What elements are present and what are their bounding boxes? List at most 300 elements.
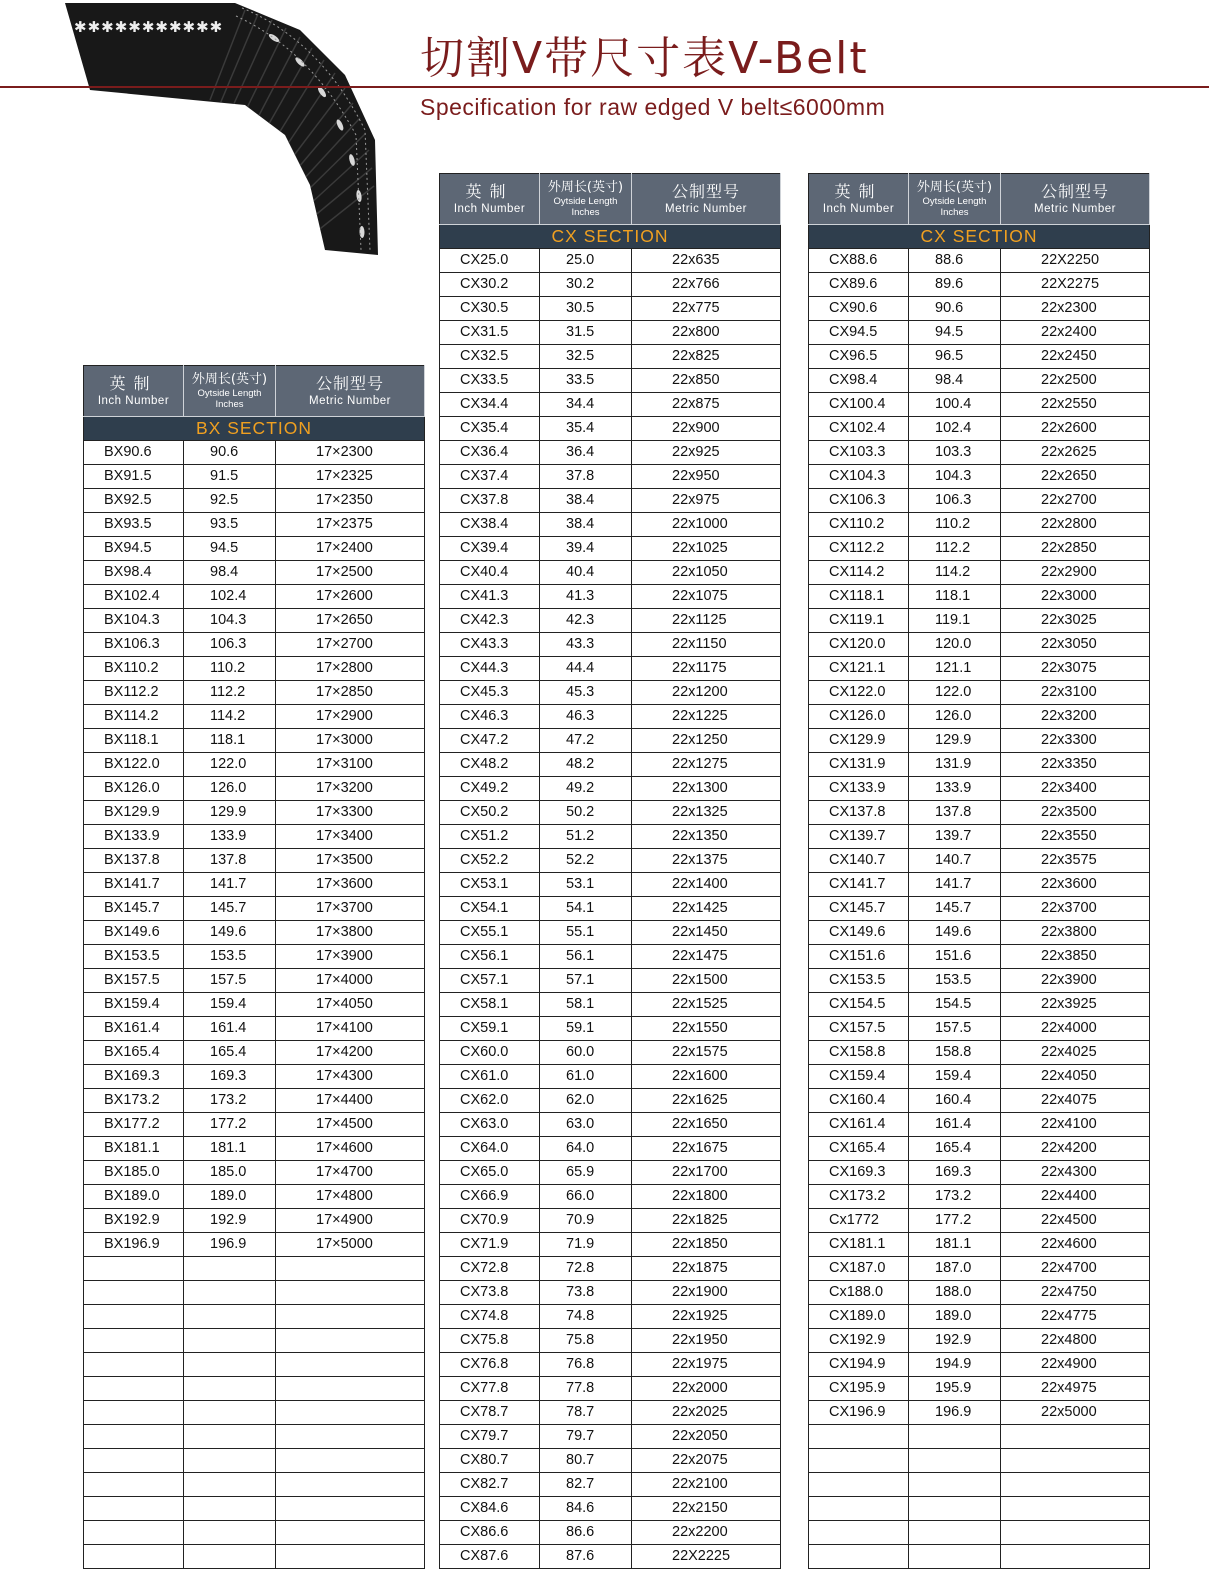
table-row xyxy=(809,1185,1150,1209)
outside-length-cell: 169.3 xyxy=(184,1065,276,1089)
table-row xyxy=(440,1497,781,1521)
outside-length-cell: 106.3 xyxy=(184,633,276,657)
table-row xyxy=(440,1545,781,1569)
header-metric-en: Metric Number xyxy=(1034,203,1116,215)
table-row xyxy=(84,633,425,657)
inch-number-cell: CX137.8 xyxy=(809,801,909,825)
inch-number-cell: CX38.4 xyxy=(440,513,540,537)
table-row xyxy=(84,777,425,801)
metric-number-cell: 22x1650 xyxy=(632,1113,781,1137)
empty-row xyxy=(84,1473,425,1497)
inch-number-cell: BX94.5 xyxy=(84,537,184,561)
metric-number-cell: 22x2050 xyxy=(632,1425,781,1449)
empty-row xyxy=(84,1449,425,1473)
outside-length-cell: 196.9 xyxy=(184,1233,276,1257)
outside-length-cell: 46.3 xyxy=(540,705,632,729)
outside-length-cell: 149.6 xyxy=(184,921,276,945)
outside-length-cell: 55.1 xyxy=(540,921,632,945)
table-row xyxy=(809,753,1150,777)
table-row xyxy=(440,1305,781,1329)
inch-number-cell: CX140.7 xyxy=(809,849,909,873)
inch-number-cell: CX90.6 xyxy=(809,297,909,321)
inch-number-cell: CX30.5 xyxy=(440,297,540,321)
empty-row xyxy=(809,1473,1150,1497)
header-length-en2: Inches xyxy=(215,399,244,410)
header-length-cn: 外周长(英寸) xyxy=(916,180,993,195)
outside-length-cell: 36.4 xyxy=(540,441,632,465)
outside-length-cell: 189.0 xyxy=(184,1185,276,1209)
metric-number-cell: 17×3700 xyxy=(276,897,425,921)
inch-number-cell: CX157.5 xyxy=(809,1017,909,1041)
outside-length-cell: 51.2 xyxy=(540,825,632,849)
header-inch-cn: 英制 xyxy=(834,182,883,201)
metric-number-cell: 22x1225 xyxy=(632,705,781,729)
header-metric xyxy=(276,366,425,417)
empty-cell xyxy=(809,1521,909,1545)
outside-length-cell: 42.3 xyxy=(540,609,632,633)
inch-number-cell: BX104.3 xyxy=(84,609,184,633)
outside-length-cell: 34.4 xyxy=(540,393,632,417)
table-row xyxy=(809,1329,1150,1353)
table-row xyxy=(84,681,425,705)
empty-cell xyxy=(1001,1425,1150,1449)
inch-number-cell: CX50.2 xyxy=(440,801,540,825)
outside-length-cell: 53.1 xyxy=(540,873,632,897)
outside-length-cell: 120.0 xyxy=(909,633,1001,657)
metric-number-cell: 22x2600 xyxy=(1001,417,1150,441)
metric-number-cell: 17×4500 xyxy=(276,1113,425,1137)
empty-cell xyxy=(276,1545,425,1569)
inch-number-cell: CX54.1 xyxy=(440,897,540,921)
inch-number-cell: CX112.2 xyxy=(809,537,909,561)
inch-number-cell: CX74.8 xyxy=(440,1305,540,1329)
table-row xyxy=(440,945,781,969)
table-row xyxy=(84,873,425,897)
table-row xyxy=(440,513,781,537)
table-row xyxy=(440,297,781,321)
inch-number-cell: CX79.7 xyxy=(440,1425,540,1449)
outside-length-cell: 110.2 xyxy=(909,513,1001,537)
inch-number-cell: CX37.8 xyxy=(440,489,540,513)
header-length-en2: Inches xyxy=(571,207,600,218)
table-row xyxy=(809,1113,1150,1137)
table-row xyxy=(440,921,781,945)
outside-length-cell: 62.0 xyxy=(540,1089,632,1113)
outside-length-cell: 173.2 xyxy=(184,1089,276,1113)
empty-row xyxy=(809,1497,1150,1521)
inch-number-cell: CX161.4 xyxy=(809,1113,909,1137)
table-row xyxy=(809,1257,1150,1281)
outside-length-cell: 189.0 xyxy=(909,1305,1001,1329)
metric-number-cell: 22x3900 xyxy=(1001,969,1150,993)
outside-length-cell: 31.5 xyxy=(540,321,632,345)
inch-number-cell: CX121.1 xyxy=(809,657,909,681)
metric-number-cell: 22x1175 xyxy=(632,657,781,681)
metric-number-cell: 22x1825 xyxy=(632,1209,781,1233)
outside-length-cell: 50.2 xyxy=(540,801,632,825)
inch-number-cell: CX47.2 xyxy=(440,729,540,753)
outside-length-cell: 114.2 xyxy=(909,561,1001,585)
inch-number-cell: CX65.0 xyxy=(440,1161,540,1185)
inch-number-cell: CX187.0 xyxy=(809,1257,909,1281)
table-row xyxy=(809,393,1150,417)
outside-length-cell: 194.9 xyxy=(909,1353,1001,1377)
inch-number-cell: CX196.9 xyxy=(809,1401,909,1425)
inch-number-cell: CX189.0 xyxy=(809,1305,909,1329)
table-row xyxy=(809,297,1150,321)
metric-number-cell: 22x4300 xyxy=(1001,1161,1150,1185)
empty-cell xyxy=(184,1281,276,1305)
inch-number-cell: CX119.1 xyxy=(809,609,909,633)
outside-length-cell: 165.4 xyxy=(184,1041,276,1065)
metric-number-cell: 22x1075 xyxy=(632,585,781,609)
table-row xyxy=(809,249,1150,273)
metric-number-cell: 22x1550 xyxy=(632,1017,781,1041)
metric-number-cell: 22x4400 xyxy=(1001,1185,1150,1209)
table-row xyxy=(440,1041,781,1065)
outside-length-cell: 64.0 xyxy=(540,1137,632,1161)
inch-number-cell: CX145.7 xyxy=(809,897,909,921)
outside-length-cell: 106.3 xyxy=(909,489,1001,513)
metric-number-cell: 22x766 xyxy=(632,273,781,297)
table-row xyxy=(84,1065,425,1089)
inch-number-cell: CX30.2 xyxy=(440,273,540,297)
outside-length-cell: 84.6 xyxy=(540,1497,632,1521)
metric-number-cell: 22x1900 xyxy=(632,1281,781,1305)
cx-section-table-2 xyxy=(808,173,1150,1569)
inch-number-cell: CX110.2 xyxy=(809,513,909,537)
outside-length-cell: 48.2 xyxy=(540,753,632,777)
empty-cell xyxy=(184,1545,276,1569)
page-subtitle: Specification for raw edged V belt≤6000mm xyxy=(420,94,886,120)
metric-number-cell: 17×3800 xyxy=(276,921,425,945)
outside-length-cell: 165.4 xyxy=(909,1137,1001,1161)
table-row xyxy=(809,825,1150,849)
header-length-en1: Oytside Length xyxy=(197,388,262,399)
table-row xyxy=(84,921,425,945)
inch-number-cell: CX98.4 xyxy=(809,369,909,393)
table-row xyxy=(84,489,425,513)
header-inch xyxy=(84,366,184,417)
empty-cell xyxy=(184,1353,276,1377)
empty-cell xyxy=(276,1425,425,1449)
inch-number-cell: CX100.4 xyxy=(809,393,909,417)
inch-number-cell: CX76.8 xyxy=(440,1353,540,1377)
outside-length-cell: 159.4 xyxy=(184,993,276,1017)
outside-length-cell: 177.2 xyxy=(184,1113,276,1137)
outside-length-cell: 129.9 xyxy=(184,801,276,825)
table-row xyxy=(809,993,1150,1017)
inch-number-cell: CX31.5 xyxy=(440,321,540,345)
outside-length-cell: 195.9 xyxy=(909,1377,1001,1401)
header-inch xyxy=(440,174,540,225)
table-row xyxy=(440,729,781,753)
inch-number-cell: BX169.3 xyxy=(84,1065,184,1089)
metric-number-cell: 22x5000 xyxy=(1001,1401,1150,1425)
inch-number-cell: BX112.2 xyxy=(84,681,184,705)
metric-number-cell: 17×3100 xyxy=(276,753,425,777)
outside-length-cell: 66.0 xyxy=(540,1185,632,1209)
metric-number-cell: 17×3500 xyxy=(276,849,425,873)
inch-number-cell: CX41.3 xyxy=(440,585,540,609)
outside-length-cell: 137.8 xyxy=(909,801,1001,825)
outside-length-cell: 58.1 xyxy=(540,993,632,1017)
outside-length-cell: 153.5 xyxy=(909,969,1001,993)
inch-number-cell: CX61.0 xyxy=(440,1065,540,1089)
outside-length-cell: 133.9 xyxy=(184,825,276,849)
outside-length-cell: 38.4 xyxy=(540,489,632,513)
metric-number-cell: 22x4750 xyxy=(1001,1281,1150,1305)
inch-number-cell: CX151.6 xyxy=(809,945,909,969)
outside-length-cell: 90.6 xyxy=(909,297,1001,321)
outside-length-cell: 38.4 xyxy=(540,513,632,537)
empty-cell xyxy=(276,1377,425,1401)
table-row xyxy=(440,1185,781,1209)
table-row xyxy=(84,1209,425,1233)
empty-cell xyxy=(1001,1449,1150,1473)
metric-number-cell: 22x2100 xyxy=(632,1473,781,1497)
outside-length-cell: 98.4 xyxy=(909,369,1001,393)
metric-number-cell: 22x2850 xyxy=(1001,537,1150,561)
table-row xyxy=(809,345,1150,369)
inch-number-cell: CX104.3 xyxy=(809,465,909,489)
metric-number-cell: 22x1400 xyxy=(632,873,781,897)
inch-number-cell: BX91.5 xyxy=(84,465,184,489)
empty-row xyxy=(84,1353,425,1377)
empty-cell xyxy=(84,1353,184,1377)
outside-length-cell: 88.6 xyxy=(909,249,1001,273)
outside-length-cell: 154.5 xyxy=(909,993,1001,1017)
metric-number-cell: 22x4500 xyxy=(1001,1209,1150,1233)
header-length-en1: Oytside Length xyxy=(553,196,618,207)
metric-number-cell: 22x3300 xyxy=(1001,729,1150,753)
inch-number-cell: BX137.8 xyxy=(84,849,184,873)
metric-number-cell: 22x1850 xyxy=(632,1233,781,1257)
metric-number-cell: 22x4775 xyxy=(1001,1305,1150,1329)
empty-cell xyxy=(909,1545,1001,1569)
table-row xyxy=(84,513,425,537)
outside-length-cell: 73.8 xyxy=(540,1281,632,1305)
inch-number-cell: BX118.1 xyxy=(84,729,184,753)
outside-length-cell: 149.6 xyxy=(909,921,1001,945)
table-row xyxy=(440,1281,781,1305)
empty-cell xyxy=(184,1257,276,1281)
empty-cell xyxy=(809,1449,909,1473)
inch-number-cell: BX129.9 xyxy=(84,801,184,825)
empty-cell xyxy=(84,1449,184,1473)
outside-length-cell: 76.8 xyxy=(540,1353,632,1377)
table-row xyxy=(809,513,1150,537)
inch-number-cell: CX70.9 xyxy=(440,1209,540,1233)
table-row xyxy=(440,1449,781,1473)
table-row xyxy=(84,657,425,681)
inch-number-cell: BX173.2 xyxy=(84,1089,184,1113)
outside-length-cell: 169.3 xyxy=(909,1161,1001,1185)
inch-number-cell: CX33.5 xyxy=(440,369,540,393)
table-row xyxy=(440,1473,781,1497)
outside-length-cell: 33.5 xyxy=(540,369,632,393)
header-length xyxy=(184,366,276,417)
metric-number-cell: 22x3700 xyxy=(1001,897,1150,921)
header-inch-cn: 英制 xyxy=(109,374,158,393)
outside-length-cell: 87.6 xyxy=(540,1545,632,1569)
outside-length-cell: 126.0 xyxy=(184,777,276,801)
metric-number-cell: 22x1575 xyxy=(632,1041,781,1065)
outside-length-cell: 80.7 xyxy=(540,1449,632,1473)
table-row xyxy=(809,849,1150,873)
empty-cell xyxy=(276,1497,425,1521)
table-row xyxy=(440,993,781,1017)
table-row xyxy=(809,1137,1150,1161)
table-row xyxy=(440,441,781,465)
metric-number-cell: 22x2150 xyxy=(632,1497,781,1521)
empty-cell xyxy=(84,1329,184,1353)
inch-number-cell: BX145.7 xyxy=(84,897,184,921)
inch-number-cell: CX129.9 xyxy=(809,729,909,753)
empty-cell xyxy=(909,1449,1001,1473)
inch-number-cell: CX149.6 xyxy=(809,921,909,945)
table-row xyxy=(440,849,781,873)
page-title: 切割V带尺寸表V-Belt xyxy=(420,33,869,84)
inch-number-cell: CX192.9 xyxy=(809,1329,909,1353)
outside-length-cell: 98.4 xyxy=(184,561,276,585)
table-row xyxy=(809,1017,1150,1041)
table-row xyxy=(84,969,425,993)
table-row xyxy=(440,825,781,849)
outside-length-cell: 126.0 xyxy=(909,705,1001,729)
bx-section-table xyxy=(83,365,425,1569)
outside-length-cell: 75.8 xyxy=(540,1329,632,1353)
metric-number-cell: 22x925 xyxy=(632,441,781,465)
empty-cell xyxy=(184,1521,276,1545)
metric-number-cell: 22x3100 xyxy=(1001,681,1150,705)
metric-number-cell: 22x875 xyxy=(632,393,781,417)
empty-cell xyxy=(84,1305,184,1329)
section-title: CX SECTION xyxy=(809,225,1150,249)
table-row xyxy=(809,1401,1150,1425)
table-row xyxy=(809,1281,1150,1305)
table-row xyxy=(809,801,1150,825)
inch-number-cell: CX36.4 xyxy=(440,441,540,465)
empty-cell xyxy=(909,1425,1001,1449)
section-row xyxy=(84,417,425,441)
metric-number-cell: 22x4025 xyxy=(1001,1041,1150,1065)
inch-number-cell: Cx188.0 xyxy=(809,1281,909,1305)
metric-number-cell: 17×2375 xyxy=(276,513,425,537)
table-row xyxy=(440,489,781,513)
metric-number-cell: 22x1425 xyxy=(632,897,781,921)
inch-number-cell: CX58.1 xyxy=(440,993,540,1017)
metric-number-cell: 22x4700 xyxy=(1001,1257,1150,1281)
inch-number-cell: CX46.3 xyxy=(440,705,540,729)
inch-number-cell: BX90.6 xyxy=(84,441,184,465)
metric-number-cell: 22x3550 xyxy=(1001,825,1150,849)
table-row xyxy=(440,321,781,345)
outside-length-cell: 153.5 xyxy=(184,945,276,969)
inch-number-cell: CX84.6 xyxy=(440,1497,540,1521)
table-row xyxy=(440,1425,781,1449)
inch-number-cell: CX62.0 xyxy=(440,1089,540,1113)
empty-cell xyxy=(84,1473,184,1497)
metric-number-cell: 22x3500 xyxy=(1001,801,1150,825)
empty-cell xyxy=(184,1449,276,1473)
inch-number-cell: CX32.5 xyxy=(440,345,540,369)
metric-number-cell: 22x2900 xyxy=(1001,561,1150,585)
metric-number-cell: 22x1375 xyxy=(632,849,781,873)
metric-number-cell: 17×4050 xyxy=(276,993,425,1017)
outside-length-cell: 161.4 xyxy=(909,1113,1001,1137)
outside-length-cell: 54.1 xyxy=(540,897,632,921)
inch-number-cell: CX53.1 xyxy=(440,873,540,897)
table-row xyxy=(84,537,425,561)
metric-number-cell: 22X2250 xyxy=(1001,249,1150,273)
table-row xyxy=(84,609,425,633)
outside-length-cell: 49.2 xyxy=(540,777,632,801)
header-length xyxy=(540,174,632,225)
inch-number-cell: CX34.4 xyxy=(440,393,540,417)
table-row xyxy=(84,825,425,849)
empty-cell xyxy=(184,1401,276,1425)
metric-number-cell: 22x1450 xyxy=(632,921,781,945)
inch-number-cell: CX88.6 xyxy=(809,249,909,273)
metric-number-cell: 17×2325 xyxy=(276,465,425,489)
outside-length-cell: 188.0 xyxy=(909,1281,1001,1305)
empty-cell xyxy=(809,1425,909,1449)
metric-number-cell: 22x1500 xyxy=(632,969,781,993)
table-row xyxy=(84,1017,425,1041)
inch-number-cell: CX71.9 xyxy=(440,1233,540,1257)
metric-number-cell: 22x4100 xyxy=(1001,1113,1150,1137)
table-row xyxy=(84,705,425,729)
inch-number-cell: CX159.4 xyxy=(809,1065,909,1089)
inch-number-cell: CX44.3 xyxy=(440,657,540,681)
inch-number-cell: CX51.2 xyxy=(440,825,540,849)
table-row xyxy=(84,993,425,1017)
table-row xyxy=(440,873,781,897)
empty-row xyxy=(84,1497,425,1521)
empty-row xyxy=(84,1521,425,1545)
outside-length-cell: 145.7 xyxy=(184,897,276,921)
outside-length-cell: 25.0 xyxy=(540,249,632,273)
table-row xyxy=(809,417,1150,441)
outside-length-cell: 77.8 xyxy=(540,1377,632,1401)
outside-length-cell: 94.5 xyxy=(184,537,276,561)
empty-cell xyxy=(1001,1545,1150,1569)
inch-number-cell: BX159.4 xyxy=(84,993,184,1017)
outside-length-cell: 110.2 xyxy=(184,657,276,681)
header-length-en1: Oytside Length xyxy=(922,196,987,207)
empty-cell xyxy=(184,1425,276,1449)
table-row xyxy=(809,897,1150,921)
outside-length-cell: 160.4 xyxy=(909,1089,1001,1113)
inch-number-cell: CX64.0 xyxy=(440,1137,540,1161)
table-row xyxy=(440,1209,781,1233)
table-row xyxy=(809,873,1150,897)
inch-number-cell: CX158.8 xyxy=(809,1041,909,1065)
empty-row xyxy=(84,1401,425,1425)
metric-number-cell: 22x2800 xyxy=(1001,513,1150,537)
metric-number-cell: 17×2400 xyxy=(276,537,425,561)
inch-number-cell: BX177.2 xyxy=(84,1113,184,1137)
empty-cell xyxy=(809,1545,909,1569)
table-row xyxy=(84,1113,425,1137)
metric-number-cell: 22x3050 xyxy=(1001,633,1150,657)
inch-number-cell: BX126.0 xyxy=(84,777,184,801)
inch-number-cell: Cx1772 xyxy=(809,1209,909,1233)
outside-length-cell: 41.3 xyxy=(540,585,632,609)
metric-number-cell: 22x1150 xyxy=(632,633,781,657)
table-row xyxy=(84,729,425,753)
